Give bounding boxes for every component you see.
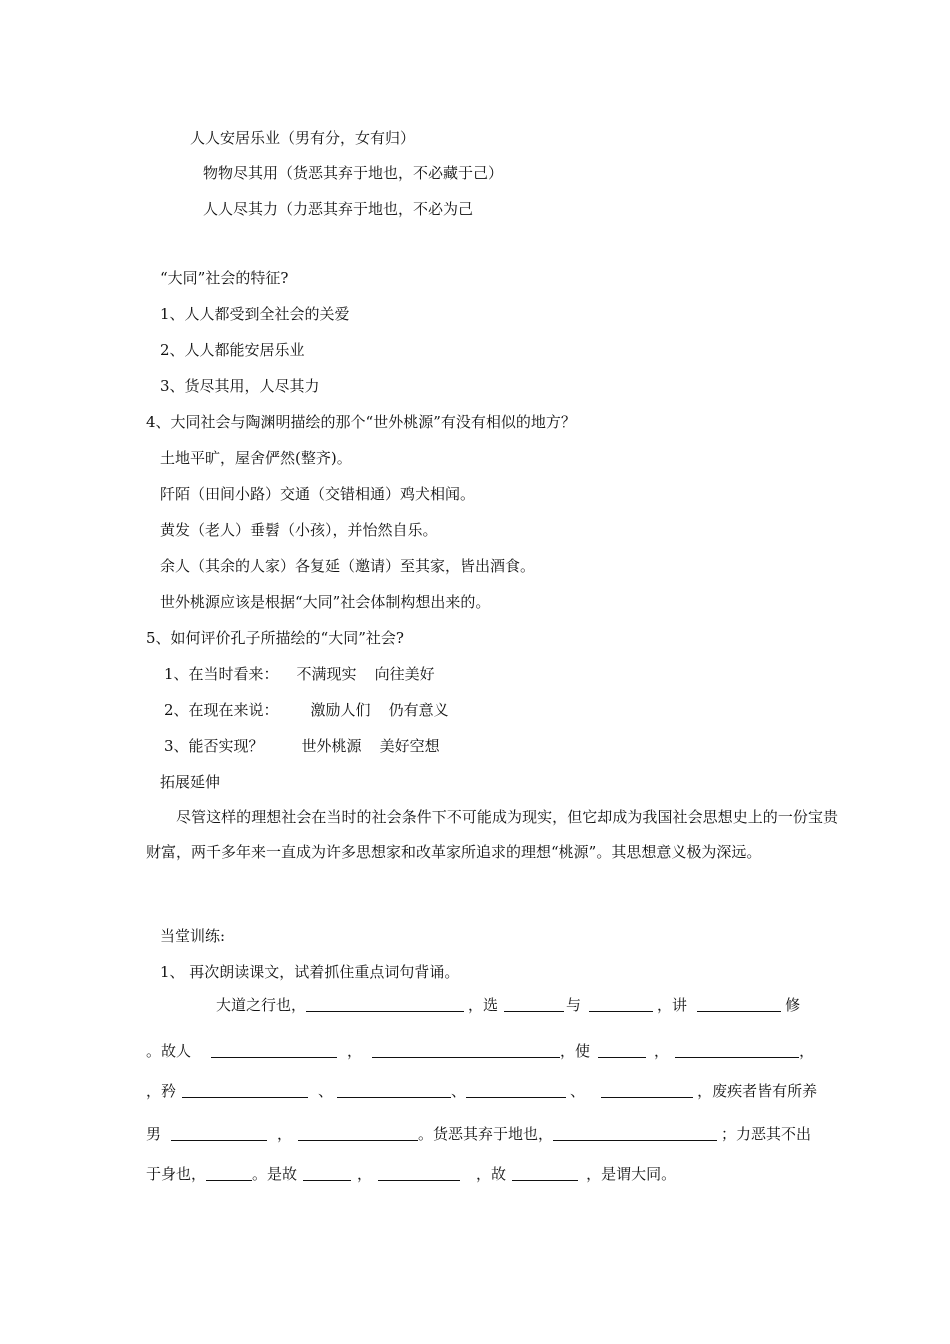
evaluate-row-label: 1、在当时看来：	[164, 665, 279, 683]
features-item-2: 2、人人都能安居乐业	[160, 341, 305, 359]
fill-text: ，废疾者皆有所养	[697, 1082, 818, 1100]
fill-text: 大道之行也，	[216, 996, 307, 1014]
practice-heading: 当堂训练:	[160, 927, 226, 945]
fill-line-4	[146, 1124, 811, 1144]
intro-line-1: 人人安居乐业（男有分，女有归）	[190, 129, 416, 147]
extension-paragraph: 尽管这样的理想社会在当时的社会条件下不可能成为现实，但它却成为我国社会思想史上的一份宝贵财富，两千多年来一直成为许多思想家和改革家所追求的理想“桃源”。其思想意义极为深远。	[146, 808, 838, 861]
evaluate-row-label: 2、在现在来说：	[164, 701, 279, 719]
fill-blank[interactable]	[589, 997, 653, 1012]
evaluate-row-2	[164, 700, 449, 720]
fill-blank[interactable]	[378, 1166, 460, 1181]
fill-line-2	[146, 1041, 814, 1061]
taoyuan-item-2: 阡陌（田间小路）交通（交错相通）鸡犬相闻。	[160, 485, 476, 503]
taoyuan-question: 4、大同社会与陶渊明描绘的那个“世外桃源”有没有相似的地方？	[146, 413, 576, 431]
fill-blank[interactable]	[206, 1166, 252, 1181]
fill-blank[interactable]	[211, 1043, 337, 1058]
fill-text: 、	[318, 1082, 334, 1100]
fill-text: ，选	[468, 996, 499, 1014]
fill-blank[interactable]	[675, 1043, 799, 1058]
fill-text: 。是故	[252, 1165, 298, 1183]
evaluate-row-label: 3、能否实现？	[164, 737, 264, 755]
taoyuan-item-4: 余人（其余的人家）各复延（邀请）至其家，皆出酒食。	[160, 557, 536, 575]
fill-text: ，讲	[657, 996, 688, 1014]
fill-text: 于身也，	[146, 1165, 207, 1183]
fill-blank[interactable]	[298, 1126, 418, 1141]
features-question: “大同”社会的特征?	[160, 269, 289, 287]
fill-text: 与	[566, 996, 582, 1014]
practice-item-1: 1、 再次朗读课文，试着抓住重点词句背诵。	[160, 963, 460, 981]
fill-line-5	[146, 1164, 676, 1184]
intro-line-3: 人人尽其力（力恶其弃于地也，不必为己	[203, 200, 474, 218]
fill-blank[interactable]	[303, 1166, 351, 1181]
fill-text: ；力恶其不出	[721, 1125, 812, 1143]
taoyuan-item-3: 黄发（老人）垂髫（小孩），并怡然自乐。	[160, 521, 438, 539]
fill-text: 男	[146, 1125, 162, 1143]
evaluate-row-a: 激励人们	[310, 701, 371, 719]
evaluate-row-a: 不满现实	[296, 665, 357, 683]
fill-text: ，	[799, 1042, 815, 1060]
evaluate-row-a: 世外桃源	[301, 737, 362, 755]
features-item-3: 3、货尽其用，人尽其力	[160, 377, 320, 395]
features-item-1: 1、人人都受到全社会的关爱	[160, 305, 350, 323]
fill-text: ，	[347, 1042, 363, 1060]
extension-heading: 拓展延伸	[160, 773, 221, 791]
taoyuan-item-1: 土地平旷，屋舍俨然(整齐)。	[160, 449, 352, 467]
fill-blank[interactable]	[182, 1083, 308, 1098]
fill-text: ，是谓大同。	[586, 1165, 677, 1183]
fill-line-3	[146, 1081, 817, 1101]
fill-text: 。货恶其弃于地也，	[418, 1125, 554, 1143]
fill-text: ，矜	[146, 1082, 177, 1100]
fill-blank[interactable]	[512, 1166, 578, 1181]
fill-line-1	[146, 995, 800, 1015]
fill-text: ，	[654, 1042, 670, 1060]
evaluate-row-b: 美好空想	[379, 737, 440, 755]
fill-text: 。故人	[146, 1042, 192, 1060]
evaluate-row-b: 仍有意义	[388, 701, 449, 719]
fill-blank[interactable]	[553, 1126, 717, 1141]
fill-text: ，	[277, 1125, 293, 1143]
intro-line-2: 物物尽其用（货恶其弃于地也，不必藏于己）	[203, 164, 504, 182]
fill-blank[interactable]	[337, 1083, 451, 1098]
fill-text: 修	[785, 996, 801, 1014]
fill-text: ，使	[560, 1042, 591, 1060]
fill-text: 、	[451, 1082, 467, 1100]
fill-text: ，故	[476, 1165, 507, 1183]
fill-blank[interactable]	[598, 1043, 646, 1058]
evaluate-row-b: 向往美好	[374, 665, 435, 683]
fill-text: ，	[357, 1165, 373, 1183]
fill-blank[interactable]	[504, 997, 564, 1012]
fill-blank[interactable]	[466, 1083, 566, 1098]
fill-blank[interactable]	[601, 1083, 693, 1098]
taoyuan-item-5: 世外桃源应该是根据“大同”社会体制构想出来的。	[160, 593, 491, 611]
fill-blank[interactable]	[372, 1043, 560, 1058]
evaluate-row-1	[164, 664, 435, 684]
fill-text: 、	[570, 1082, 586, 1100]
fill-blank[interactable]	[171, 1126, 267, 1141]
fill-blank[interactable]	[306, 997, 464, 1012]
evaluate-row-3	[164, 736, 440, 756]
fill-blank[interactable]	[697, 997, 781, 1012]
evaluate-question: 5、如何评价孔子所描绘的“大同”社会?	[146, 629, 404, 647]
